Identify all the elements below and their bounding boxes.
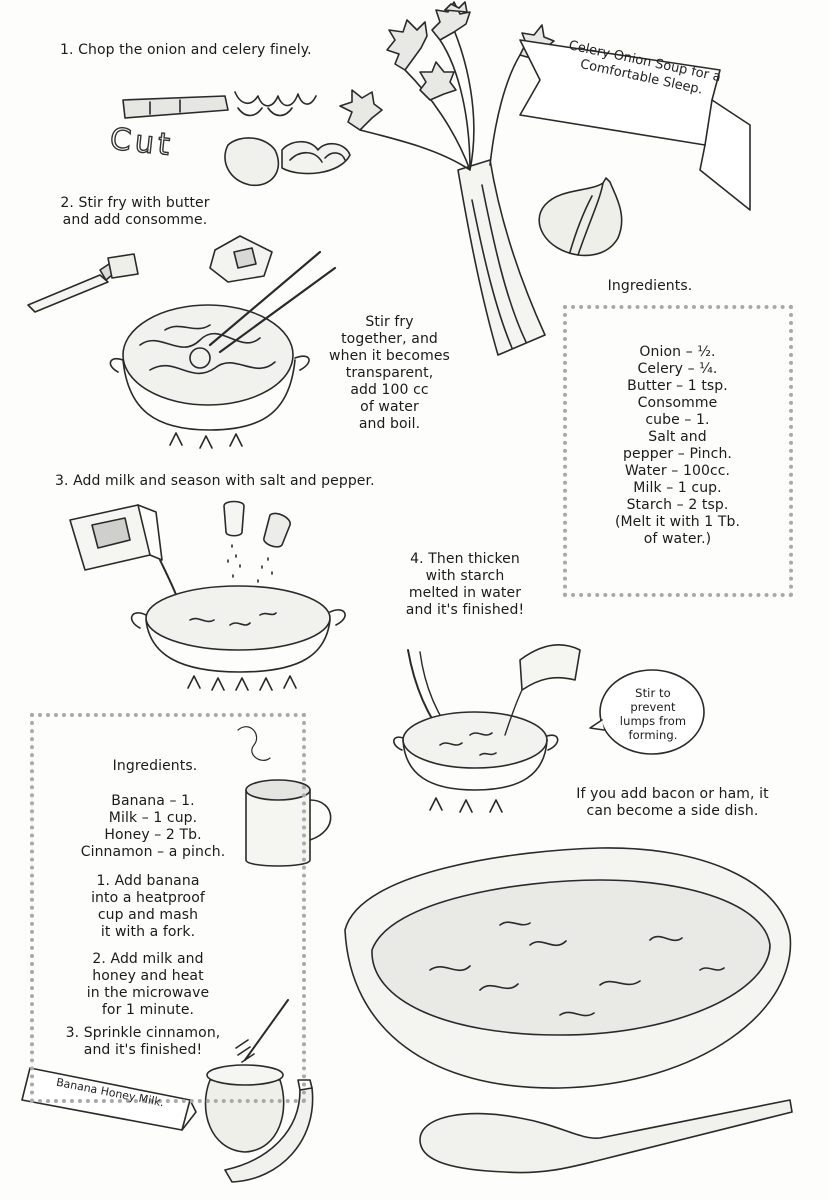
soup-step-2-detail: Stir fry together, and when it becomes transparent, add 100 cc of water and boil. <box>329 314 450 432</box>
consomme-cube-icon <box>210 236 272 282</box>
soup-bowl-icon <box>345 848 790 1088</box>
soup-tip: If you add bacon or ham, it can become a side dish. <box>576 786 769 819</box>
onion-icon <box>539 178 622 255</box>
soup-step-1: 1. Chop the onion and celery finely. <box>60 42 312 58</box>
celery-icon <box>340 2 554 355</box>
soup-step-2: 2. Stir fry with butter and add consomme. <box>60 195 210 228</box>
milk-title: Banana Honey Milk. <box>55 1075 166 1110</box>
soup-title: Celery Onion Soup for a Comfortable Sleep. <box>567 38 723 98</box>
soup-step-4: 4. Then thicken with starch melted in water and it's finished! <box>405 551 525 618</box>
butter-icon <box>28 254 138 312</box>
milk-step-1: 1. Add banana into a heatproof cup and mash it with a fork. <box>91 873 205 940</box>
pan-icon <box>132 586 346 690</box>
pepper-shaker-icon <box>258 513 290 582</box>
milk-ingredients-list: Banana – 1. Milk – 1 cup. Honey – 2 Tb. Cinnamon – a pinch. <box>80 793 226 860</box>
soup-step-3: 3. Add milk and season with salt and pepper. <box>55 473 375 489</box>
ladle-icon <box>394 645 580 812</box>
soup-ingredients-list: Onion – ½. Celery – ¼. Butter – 1 tsp. Consomme cube – 1. Salt and pepper – Pinch. Water – 100cc. Milk – 1 cup. Starch – 2 tsp. (Melt it with 1 Tb. of water.) <box>614 344 741 547</box>
milk-step-2: 2. Add milk and honey and heat in the microwave for 1 minute. <box>86 951 210 1018</box>
salt-shaker-icon <box>224 502 244 578</box>
cut-label: Cut <box>108 121 176 164</box>
bubble-text: Stir to prevent lumps from forming. <box>619 686 687 742</box>
soup-ingredients-heading: Ingredients. <box>607 278 693 294</box>
milk-step-3: 3. Sprinkle cinnamon, and it's finished! <box>65 1025 221 1058</box>
milk-ingredients-heading: Ingredients. <box>112 758 198 774</box>
spoon-icon <box>420 1100 792 1173</box>
pot-icon <box>110 305 309 448</box>
